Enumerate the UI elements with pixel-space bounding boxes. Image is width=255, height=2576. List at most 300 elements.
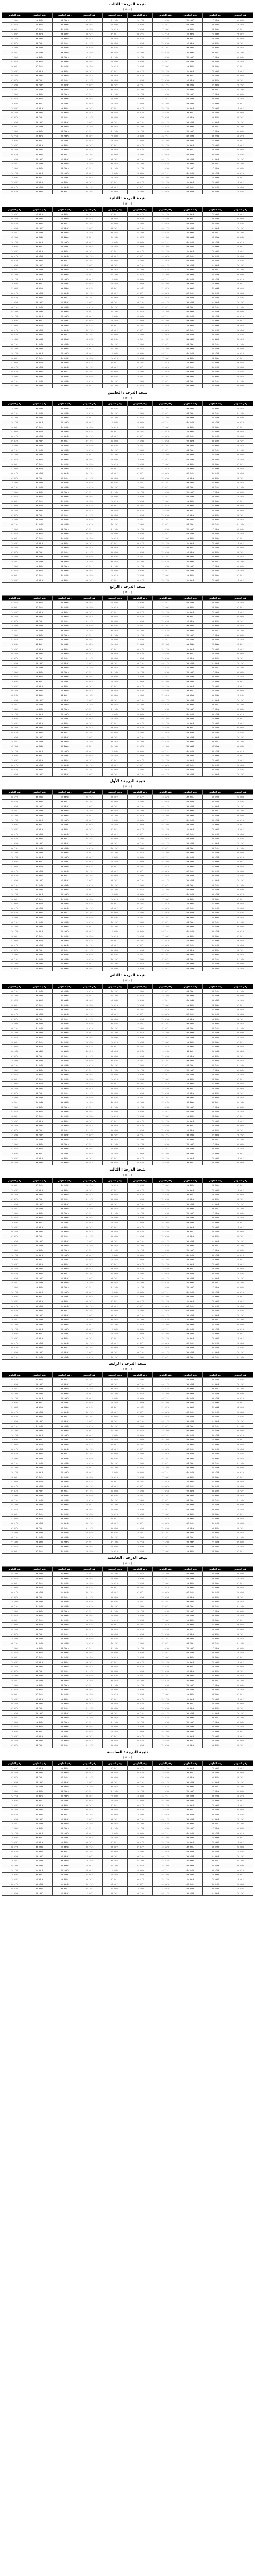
table-cell: ٩٨٧٦ ٤٥	[2, 1114, 27, 1119]
table-cell: ٤٥٦٧ ٢٣	[52, 772, 77, 777]
table-cell: ٤٥٦٧ ٢٣	[27, 610, 52, 615]
table-cell: ٢٣٤٥ ٧٨	[228, 615, 253, 619]
table-cell: ٩٨٧٦ ٤٥	[27, 550, 52, 555]
table-cell: ٣٢١٠ ٨٩	[152, 1507, 178, 1512]
table-cell: ٢٣٤٥ ٧٨	[228, 832, 253, 837]
table-cell: ١٢٣٤ ٥٦	[77, 1346, 103, 1350]
table-cell: ٣٢١٠ ٨٩	[203, 1498, 228, 1503]
column-header: رقم الجلوس	[103, 984, 128, 989]
table-cell: ٦٧٨٩ ٣٤	[203, 430, 228, 434]
table-cell: ٦٧٨٩ ٣٤	[77, 1087, 103, 1091]
table-cell: ٨٧٦٥ ١٢	[152, 1248, 178, 1253]
table-cell: ٣٢١٠ ٨٩	[228, 754, 253, 758]
table-cell: ٩٨٧٦ ٤٥	[178, 448, 203, 453]
table-cell: ٢٣٤٥ ٧٨	[203, 1688, 228, 1692]
table-cell: ١٢٣٤ ٥٦	[152, 1350, 178, 1355]
table-cell: ٨٧٦٥ ١٢	[103, 1836, 128, 1840]
table-cell: ٣٢١٠ ٨٩	[127, 698, 152, 703]
table-cell: ٣٢١٠ ٨٩	[52, 1054, 77, 1059]
table-cell: ٤٥٦٧ ٢٣	[178, 656, 203, 661]
table-cell: ٤٥٦٧ ٢٣	[203, 347, 228, 351]
table-cell: ٣٢١٠ ٨٩	[203, 342, 228, 347]
table-cell: ٥٤٣٢ ٦٧	[52, 69, 77, 74]
table-cell: ٣٢١٠ ٨٩	[127, 624, 152, 629]
table-cell: ٢٣٤٥ ٧٨	[127, 1105, 152, 1110]
table-cell: ٩٨٧٦ ٤٥	[152, 652, 178, 656]
table-cell: ١٢٣٤ ٥٦	[203, 471, 228, 476]
table-row	[2, 50, 253, 55]
table-cell: ٢٣٤٥ ٧٨	[228, 1484, 253, 1489]
table-cell: ١٢٣٤ ٥٦	[2, 1590, 27, 1595]
table-cell: ١٢٣٤ ٥٦	[77, 1595, 103, 1600]
table-cell: ٩٨٧٦ ٤٥	[2, 1077, 27, 1082]
table-cell: ٣٢١٠ ٨٩	[152, 855, 178, 860]
table-cell: ٣٢١٠ ٨٩	[178, 471, 203, 476]
table-cell: ٨٧٦٥ ١٢	[52, 1012, 77, 1017]
table-cell: ٩٨٧٦ ٤٥	[2, 176, 27, 180]
table-cell: ٦٧٨٩ ٣٤	[127, 1799, 152, 1803]
table-cell: ٩٨٧٦ ٤٥	[77, 286, 103, 291]
table-cell: ٤٥٦٧ ٢٣	[228, 106, 253, 111]
table-row	[2, 139, 253, 143]
table-cell: ٣٢١٠ ٨٩	[178, 906, 203, 911]
column-header: رقم الجلوس	[178, 13, 203, 18]
table-cell: ١٢٣٤ ٥٦	[2, 185, 27, 190]
table-cell: ٣٢١٠ ٨٩	[2, 957, 27, 962]
table-cell: ٢٣٤٥ ٧٨	[2, 1831, 27, 1836]
table-cell: ٦٧٨٩ ٣٤	[228, 1059, 253, 1063]
table-cell: ١٢٣٤ ٥٦	[2, 365, 27, 370]
table-cell: ٤٥٦٧ ٢٣	[2, 851, 27, 855]
table-cell: ٩٨٧٦ ٤٥	[203, 536, 228, 541]
table-cell: ١٢٣٤ ٥٦	[27, 920, 52, 925]
table-cell: ٤٥٦٧ ٢٣	[52, 1854, 77, 1859]
table-cell: ٤٥٦٧ ٢٣	[203, 1720, 228, 1725]
table-cell: ٩٨٧٦ ٤٥	[103, 1674, 128, 1679]
table-row	[2, 1336, 253, 1341]
table-row	[2, 319, 253, 324]
table-cell: ٦٧٨٩ ٣٤	[2, 1517, 27, 1521]
table-row	[2, 1882, 253, 1887]
table-cell: ٩٨٧٦ ٤٥	[203, 680, 228, 684]
table-cell: ٣٢١٠ ٨٩	[127, 157, 152, 162]
table-cell: ٤٥٦٧ ٢٣	[27, 286, 52, 291]
table-cell: ٩٨٧٦ ٤٥	[178, 411, 203, 416]
table-row	[2, 1739, 253, 1743]
table-cell: ٦٧٨٩ ٣٤	[228, 300, 253, 305]
table-cell: ٣٢١٠ ٨٩	[27, 1549, 52, 1554]
table-cell: ٤٥٦٧ ٢٣	[77, 1507, 103, 1512]
table-cell: ١٢٣٤ ٥٦	[203, 1049, 228, 1054]
table-cell: ١٢٣٤ ٥٦	[127, 1660, 152, 1665]
table-cell: ٨٧٦٥ ١٢	[2, 46, 27, 50]
table-cell: ٢٣٤٥ ٧٨	[127, 1248, 152, 1253]
table-cell: ٩٨٧٦ ٤٥	[77, 1766, 103, 1771]
table-cell: ٥٤٣٢ ٦٧	[152, 1535, 178, 1540]
table-cell: ٢٣٤٥ ٧٨	[77, 1655, 103, 1660]
table-cell: ٦٧٨٩ ٣٤	[2, 1045, 27, 1049]
table-cell: ٦٧٨٩ ٣٤	[203, 504, 228, 509]
table-cell: ٨٧٦٥ ١٢	[152, 564, 178, 569]
table-cell: ٨٧٦٥ ١٢	[77, 231, 103, 235]
table-cell: ٢٣٤٥ ٧٨	[178, 1531, 203, 1535]
table-cell: ٨٧٦٥ ١٢	[203, 624, 228, 629]
table-cell: ٥٤٣٢ ٦٧	[2, 1017, 27, 1022]
table-cell: ٤٥٦٧ ٢٣	[27, 1336, 52, 1341]
table-cell: ٨٧٦٥ ١٢	[27, 712, 52, 717]
table-cell: ٥٤٣٢ ٦٧	[52, 1734, 77, 1739]
table-cell: ٣٢١٠ ٨٩	[52, 1128, 77, 1133]
table-cell: ٤٥٦٧ ٢٣	[127, 1207, 152, 1211]
table-cell: ٤٥٦٧ ٢٣	[127, 957, 152, 962]
table-cell: ٦٧٨٩ ٣٤	[27, 1096, 52, 1100]
table-cell: ٣٢١٠ ٨٩	[103, 1480, 128, 1484]
table-cell: ١٢٣٤ ٥٦	[152, 1674, 178, 1679]
table-cell: ٩٨٧٦ ٤٥	[152, 1049, 178, 1054]
table-cell: ٥٤٣٢ ٦٧	[228, 235, 253, 240]
table-cell: ٤٥٦٧ ٢٣	[178, 1128, 203, 1133]
table-row	[2, 1382, 253, 1387]
table-cell: ١٢٣٤ ٥٦	[77, 333, 103, 337]
table-row	[2, 1730, 253, 1734]
table-cell: ٥٤٣٢ ٦٧	[2, 1272, 27, 1276]
table-cell: ٦٧٨٩ ٣٤	[127, 1295, 152, 1299]
table-cell: ٩٨٧٦ ٤٥	[2, 1799, 27, 1803]
table-cell: ٨٧٦٥ ١٢	[27, 495, 52, 499]
table-cell: ٢٣٤٥ ٧٨	[2, 1688, 27, 1692]
table-cell: ٦٧٨٩ ٣٤	[228, 1313, 253, 1318]
table-row	[2, 27, 253, 32]
table-cell: ٦٧٨٩ ٣٤	[127, 1692, 152, 1697]
table-row	[2, 1443, 253, 1447]
table-cell: ٤٥٦٧ ٢٣	[178, 1887, 203, 1891]
table-cell: ٣٢١٠ ٨٩	[52, 1595, 77, 1600]
table-cell: ١٢٣٤ ٥٦	[203, 148, 228, 152]
table-cell: ٨٧٦٥ ١٢	[52, 869, 77, 874]
table-cell: ٣٢١٠ ٨٩	[178, 1161, 203, 1165]
table-cell: ٤٥٦٧ ٢٣	[152, 1873, 178, 1877]
table-cell: ٩٨٧٦ ٤٥	[52, 1392, 77, 1396]
table-cell: ٩٨٧٦ ٤٥	[127, 1216, 152, 1221]
table-cell: ٣٢١٠ ٨٩	[103, 1660, 128, 1665]
table-cell: ٤٥٦٧ ٢٣	[27, 249, 52, 254]
table-cell: ٥٤٣٢ ٦٧	[2, 1197, 27, 1202]
table-cell: ٥٤٣٢ ٦٧	[203, 1669, 228, 1674]
table-cell: ١٢٣٤ ٥٦	[2, 1087, 27, 1091]
table-cell: ٥٤٣٢ ٦٧	[77, 226, 103, 231]
table-cell: ٨٧٦٥ ١٢	[27, 171, 52, 176]
column-header: رقم الجلوس	[152, 984, 178, 989]
column-header: رقم الجلوس	[152, 401, 178, 406]
table-cell: ٩٨٧٦ ٤٥	[178, 1822, 203, 1826]
table-cell: ٤٥٦٧ ٢٣	[27, 1188, 52, 1193]
table-cell: ١٢٣٤ ٥٦	[127, 721, 152, 726]
table-cell: ٤٥٦٧ ٢٣	[152, 1692, 178, 1697]
table-cell: ٨٧٦٥ ١٢	[52, 148, 77, 152]
table-cell: ٩٨٧٦ ٤٥	[203, 1549, 228, 1554]
table-cell: ٢٣٤٥ ٧٨	[52, 957, 77, 962]
table-cell: ٦٧٨٩ ٣٤	[203, 1840, 228, 1845]
table-cell: ٨٧٦٥ ١٢	[178, 69, 203, 74]
table-cell: ٨٧٦٥ ١٢	[203, 661, 228, 666]
table-cell: ٦٧٨٩ ٣٤	[52, 855, 77, 860]
table-cell: ١٢٣٤ ٥٦	[152, 1817, 178, 1822]
table-cell: ١٢٣٤ ٥٦	[203, 328, 228, 333]
table-cell: ٦٧٨٩ ٣٤	[103, 740, 128, 744]
table-cell: ٢٣٤٥ ٧٨	[152, 286, 178, 291]
table-row	[2, 1822, 253, 1826]
table-cell: ٢٣٤٥ ٧٨	[203, 240, 228, 245]
table-cell: ٤٥٦٧ ٢٣	[77, 998, 103, 1003]
table-cell: ٨٧٦٥ ١٢	[178, 1480, 203, 1484]
table-cell: ١٢٣٤ ٥٦	[52, 536, 77, 541]
table-cell: ١٢٣٤ ٥٦	[27, 957, 52, 962]
table-cell: ٢٣٤٥ ٧٨	[2, 1651, 27, 1655]
table-cell: ٢٣٤٥ ٧٨	[228, 217, 253, 222]
table-cell: ١٢٣٤ ٥٦	[203, 509, 228, 513]
table-cell: ١٢٣٤ ٥٦	[103, 814, 128, 818]
table-cell: ٥٤٣٢ ٦٧	[27, 1540, 52, 1545]
table-cell: ٢٣٤٥ ٧٨	[228, 906, 253, 911]
table-cell: ٤٥٦٧ ٢٣	[52, 1456, 77, 1461]
table-cell: ٥٤٣٢ ٦٧	[152, 1244, 178, 1248]
table-cell: ٤٥٦٧ ٢٣	[152, 642, 178, 647]
table-cell: ٢٣٤٥ ٧٨	[77, 1581, 103, 1586]
table-cell: ٤٥٦٧ ٢٣	[203, 1031, 228, 1036]
table-row	[2, 550, 253, 555]
table-cell: ٨٧٦٥ ١٢	[52, 434, 77, 439]
table-cell: ٦٧٨٩ ٣٤	[52, 1396, 77, 1401]
table-cell: ٢٣٤٥ ٧٨	[52, 809, 77, 814]
table-cell: ٤٥٦٧ ٢٣	[2, 55, 27, 60]
table-cell: ٨٧٦٥ ١٢	[127, 1850, 152, 1854]
table-cell: ٥٤٣٢ ٦٧	[203, 731, 228, 735]
table-cell: ٣٢١٠ ٨٩	[178, 1012, 203, 1017]
table-cell: ٣٢١٠ ٨٩	[77, 925, 103, 929]
table-cell: ١٢٣٤ ٥٦	[228, 809, 253, 814]
table-cell: ١٢٣٤ ٥٦	[228, 1641, 253, 1646]
table-cell: ١٢٣٤ ٥٦	[152, 518, 178, 522]
table-cell: ٤٥٦٧ ٢٣	[127, 1063, 152, 1068]
table-cell: ٦٧٨٩ ٣٤	[178, 1646, 203, 1651]
table-cell: ٣٢١٠ ٨٩	[52, 656, 77, 661]
table-cell: ٤٥٦٧ ٢٣	[77, 1036, 103, 1040]
table-cell: ٢٣٤٥ ٧٨	[127, 1429, 152, 1433]
table-cell: ٩٨٧٦ ٤٥	[203, 319, 228, 324]
table-cell: ٥٤٣٢ ٦٧	[127, 291, 152, 296]
table-cell: ٩٨٧٦ ٤٥	[2, 1730, 27, 1734]
table-cell: ٣٢١٠ ٨٩	[27, 1512, 52, 1517]
table-cell: ٥٤٣٢ ٦٧	[228, 347, 253, 351]
table-cell: ٤٥٦٧ ٢٣	[228, 361, 253, 365]
table-row	[2, 1387, 253, 1392]
table-cell: ٦٧٨٩ ٣٤	[178, 527, 203, 532]
table-row	[2, 1887, 253, 1891]
table-cell: ٥٤٣٢ ٦٧	[178, 1040, 203, 1045]
table-cell: ٣٢١٠ ٨٩	[52, 1526, 77, 1531]
table-cell: ٤٥٦٧ ٢٣	[203, 1105, 228, 1110]
table-cell: ٩٨٧٦ ٤٥	[127, 1036, 152, 1040]
table-cell: ٩٨٧٦ ٤٥	[228, 513, 253, 518]
table-cell: ٤٥٦٧ ٢٣	[2, 1720, 27, 1725]
table-row	[2, 1785, 253, 1789]
table-cell: ٣٢١٠ ٨٩	[52, 1812, 77, 1817]
table-cell: ٤٥٦٧ ٢٣	[203, 1285, 228, 1290]
table-cell: ٣٢١٠ ٨٩	[27, 1475, 52, 1480]
table-cell: ٥٤٣٢ ٦٧	[203, 1346, 228, 1350]
table-cell: ٦٧٨٩ ٣٤	[152, 115, 178, 120]
table-cell: ٨٧٦٥ ١٢	[2, 1059, 27, 1063]
table-row	[2, 1309, 253, 1313]
table-cell: ٢٣٤٥ ٧٨	[52, 1641, 77, 1646]
table-cell: ٣٢١٠ ٨٩	[2, 1063, 27, 1068]
table-cell: ٢٣٤٥ ٧٨	[203, 23, 228, 27]
table-cell: ٣٢١٠ ٨٩	[2, 560, 27, 564]
table-cell: ٥٤٣٢ ٦٧	[103, 532, 128, 536]
table-cell: ٥٤٣٢ ٦٧	[52, 1336, 77, 1341]
table-cell: ٦٧٨٩ ٣٤	[27, 1313, 52, 1318]
table-cell: ٢٣٤٥ ٧٨	[52, 88, 77, 92]
table-cell: ٣٢١٠ ٨٩	[178, 291, 203, 296]
table-cell: ٣٢١٠ ٨٩	[203, 522, 228, 527]
table-row	[2, 1609, 253, 1614]
table-cell: ١٢٣٤ ٥٦	[178, 351, 203, 356]
table-cell: ٣٢١٠ ٨٩	[27, 642, 52, 647]
table-cell: ٦٧٨٩ ٣٤	[2, 180, 27, 185]
table-cell: ٥٤٣٢ ٦٧	[203, 837, 228, 841]
table-cell: ٩٨٧٦ ٤٥	[103, 1133, 128, 1138]
table-cell: ٤٥٦٧ ٢٣	[27, 1008, 52, 1012]
table-cell: ١٢٣٤ ٥٦	[203, 254, 228, 259]
table-cell: ٩٨٧٦ ٤٥	[2, 245, 27, 249]
table-cell: ١٢٣٤ ٥٦	[52, 64, 77, 69]
table-cell: ٤٥٦٧ ٢٣	[2, 962, 27, 967]
table-row	[2, 300, 253, 305]
table-cell: ٦٧٨٩ ٣٤	[103, 1822, 128, 1826]
table-cell: ٩٨٧٦ ٤٥	[77, 1119, 103, 1124]
table-cell: ١٢٣٤ ٥٦	[77, 837, 103, 841]
table-cell: ٣٢١٠ ٨٩	[152, 569, 178, 573]
table-cell: ٣٢١٠ ٨٩	[77, 888, 103, 892]
table-cell: ٦٧٨٩ ٣٤	[77, 1628, 103, 1632]
table-cell: ١٢٣٤ ٥٦	[52, 1799, 77, 1803]
column-header: رقم الجلوس	[152, 1567, 178, 1572]
table-row	[2, 1012, 253, 1017]
table-cell: ٩٨٧٦ ٤٥	[77, 1045, 103, 1049]
table-cell: ٥٤٣٢ ٦٧	[27, 347, 52, 351]
table-cell: ٦٧٨٩ ٣٤	[27, 1780, 52, 1785]
table-cell: ٦٧٨٩ ٣٤	[203, 1188, 228, 1193]
table-cell: ٨٧٦٥ ١٢	[203, 916, 228, 920]
table-cell: ٤٥٦٧ ٢٣	[2, 1683, 27, 1688]
table-cell: ٥٤٣٢ ٦٧	[52, 1623, 77, 1628]
table-cell: ٦٧٨٩ ٣٤	[103, 448, 128, 453]
table-cell: ٢٣٤٥ ٧٨	[178, 226, 203, 231]
table-cell: ٦٧٨٩ ٣٤	[203, 1480, 228, 1484]
table-cell: ٥٤٣٢ ٦٧	[152, 989, 178, 994]
table-cell: ٩٨٧٦ ٤٥	[27, 874, 52, 878]
table-cell: ٥٤٣٢ ٦٧	[2, 152, 27, 157]
table-cell: ٥٤٣٢ ٦٧	[127, 1590, 152, 1595]
table-cell: ٥٤٣٢ ٦٧	[203, 1017, 228, 1022]
table-cell: ٦٧٨٩ ٣٤	[52, 1651, 77, 1655]
table-cell: ٣٢١٠ ٨٩	[203, 1604, 228, 1609]
table-cell: ٢٣٤٥ ٧٨	[152, 1660, 178, 1665]
table-cell: ٨٧٦٥ ١٢	[203, 1276, 228, 1281]
table-cell: ٩٨٧٦ ٤٥	[103, 1456, 128, 1461]
table-cell: ٥٤٣٢ ٦٧	[152, 1785, 178, 1789]
table-cell: ٤٥٦٧ ٢٣	[103, 546, 128, 550]
table-cell: ١٢٣٤ ٥٦	[228, 1063, 253, 1068]
table-cell: ٨٧٦٥ ١٢	[27, 1036, 52, 1040]
table-cell: ٨٧٦٥ ١٢	[2, 916, 27, 920]
table-cell: ٤٥٦٧ ٢٣	[27, 1045, 52, 1049]
table-cell: ٨٧٦٥ ١٢	[127, 190, 152, 194]
table-cell: ٩٨٧٦ ٤٥	[178, 1716, 203, 1720]
table-cell: ٦٧٨٩ ٣٤	[52, 134, 77, 139]
table-cell: ٦٧٨٩ ٣٤	[178, 166, 203, 171]
table-cell: ٨٧٦٥ ١٢	[52, 1771, 77, 1775]
table-cell: ٢٣٤٥ ٧٨	[152, 902, 178, 906]
table-cell: ٢٣٤٥ ٧٨	[77, 425, 103, 430]
table-row	[2, 1590, 253, 1595]
table-cell: ١٢٣٤ ٥٦	[228, 268, 253, 273]
table-cell: ٨٧٦٥ ١٢	[127, 1706, 152, 1711]
table-cell: ٥٤٣٢ ٦٧	[103, 1831, 128, 1836]
table-row	[2, 1253, 253, 1258]
table-cell: ٢٣٤٥ ٧٨	[152, 324, 178, 328]
table-cell: ٤٥٦٧ ٢٣	[152, 1401, 178, 1405]
table-cell: ٩٨٧٦ ٤٥	[77, 1480, 103, 1484]
table-cell: ٤٥٦٧ ٢٣	[2, 1105, 27, 1110]
table-cell: ٥٤٣٢ ٦٧	[77, 444, 103, 448]
column-header: رقم الجلوس	[52, 596, 77, 601]
table-cell: ٢٣٤٥ ٧٨	[152, 758, 178, 763]
table-cell: ٩٨٧٦ ٤٥	[178, 1679, 203, 1683]
table-cell: ٣٢١٠ ٨٩	[77, 1285, 103, 1290]
table-cell: ٥٤٣٢ ٦٧	[77, 263, 103, 268]
table-cell: ٥٤٣٢ ٦٧	[2, 1632, 27, 1637]
table-cell: ٥٤٣٢ ٦٧	[2, 1489, 27, 1494]
table-cell: ٨٧٦٥ ١٢	[203, 300, 228, 305]
table-cell: ٤٥٦٧ ٢٣	[27, 1623, 52, 1628]
table-cell: ٣٢١٠ ٨٩	[228, 462, 253, 467]
table-cell: ٩٨٧٦ ٤٥	[103, 263, 128, 268]
table-cell: ٥٤٣٢ ٦٧	[2, 1669, 27, 1674]
table-cell: ٣٢١٠ ٨٩	[178, 1702, 203, 1706]
table-cell: ٦٧٨٩ ٣٤	[52, 1216, 77, 1221]
table-cell: ١٢٣٤ ٥٦	[2, 546, 27, 550]
table-cell: ٩٨٧٦ ٤٥	[152, 1521, 178, 1526]
table-cell: ٩٨٧٦ ٤٥	[178, 1026, 203, 1031]
table-cell: ٤٥٦٧ ٢٣	[228, 324, 253, 328]
table-cell: ٦٧٨٩ ٣٤	[103, 1716, 128, 1720]
table-cell: ٨٧٦٥ ١٢	[152, 1142, 178, 1147]
table-cell: ١٢٣٤ ٥٦	[27, 231, 52, 235]
table-cell: ١٢٣٤ ٥٦	[127, 1225, 152, 1230]
section-title: نتيجة الدرجة : الثانية	[109, 196, 146, 200]
table-row	[2, 499, 253, 504]
table-cell: ٩٨٧٦ ٤٥	[228, 1812, 253, 1817]
table-cell: ٣٢١٠ ٨٩	[228, 536, 253, 541]
table-cell: ٣٢١٠ ٨٩	[52, 1452, 77, 1456]
table-cell: ٤٥٦٧ ٢٣	[178, 296, 203, 300]
table-cell: ٦٧٨٩ ٣٤	[2, 939, 27, 943]
table-cell: ٢٣٤٥ ٧٨	[103, 1743, 128, 1748]
table-row	[2, 541, 253, 546]
table-cell: ٩٨٧٦ ٤٥	[203, 860, 228, 865]
table-cell: ٥٤٣٢ ٦٧	[103, 171, 128, 176]
